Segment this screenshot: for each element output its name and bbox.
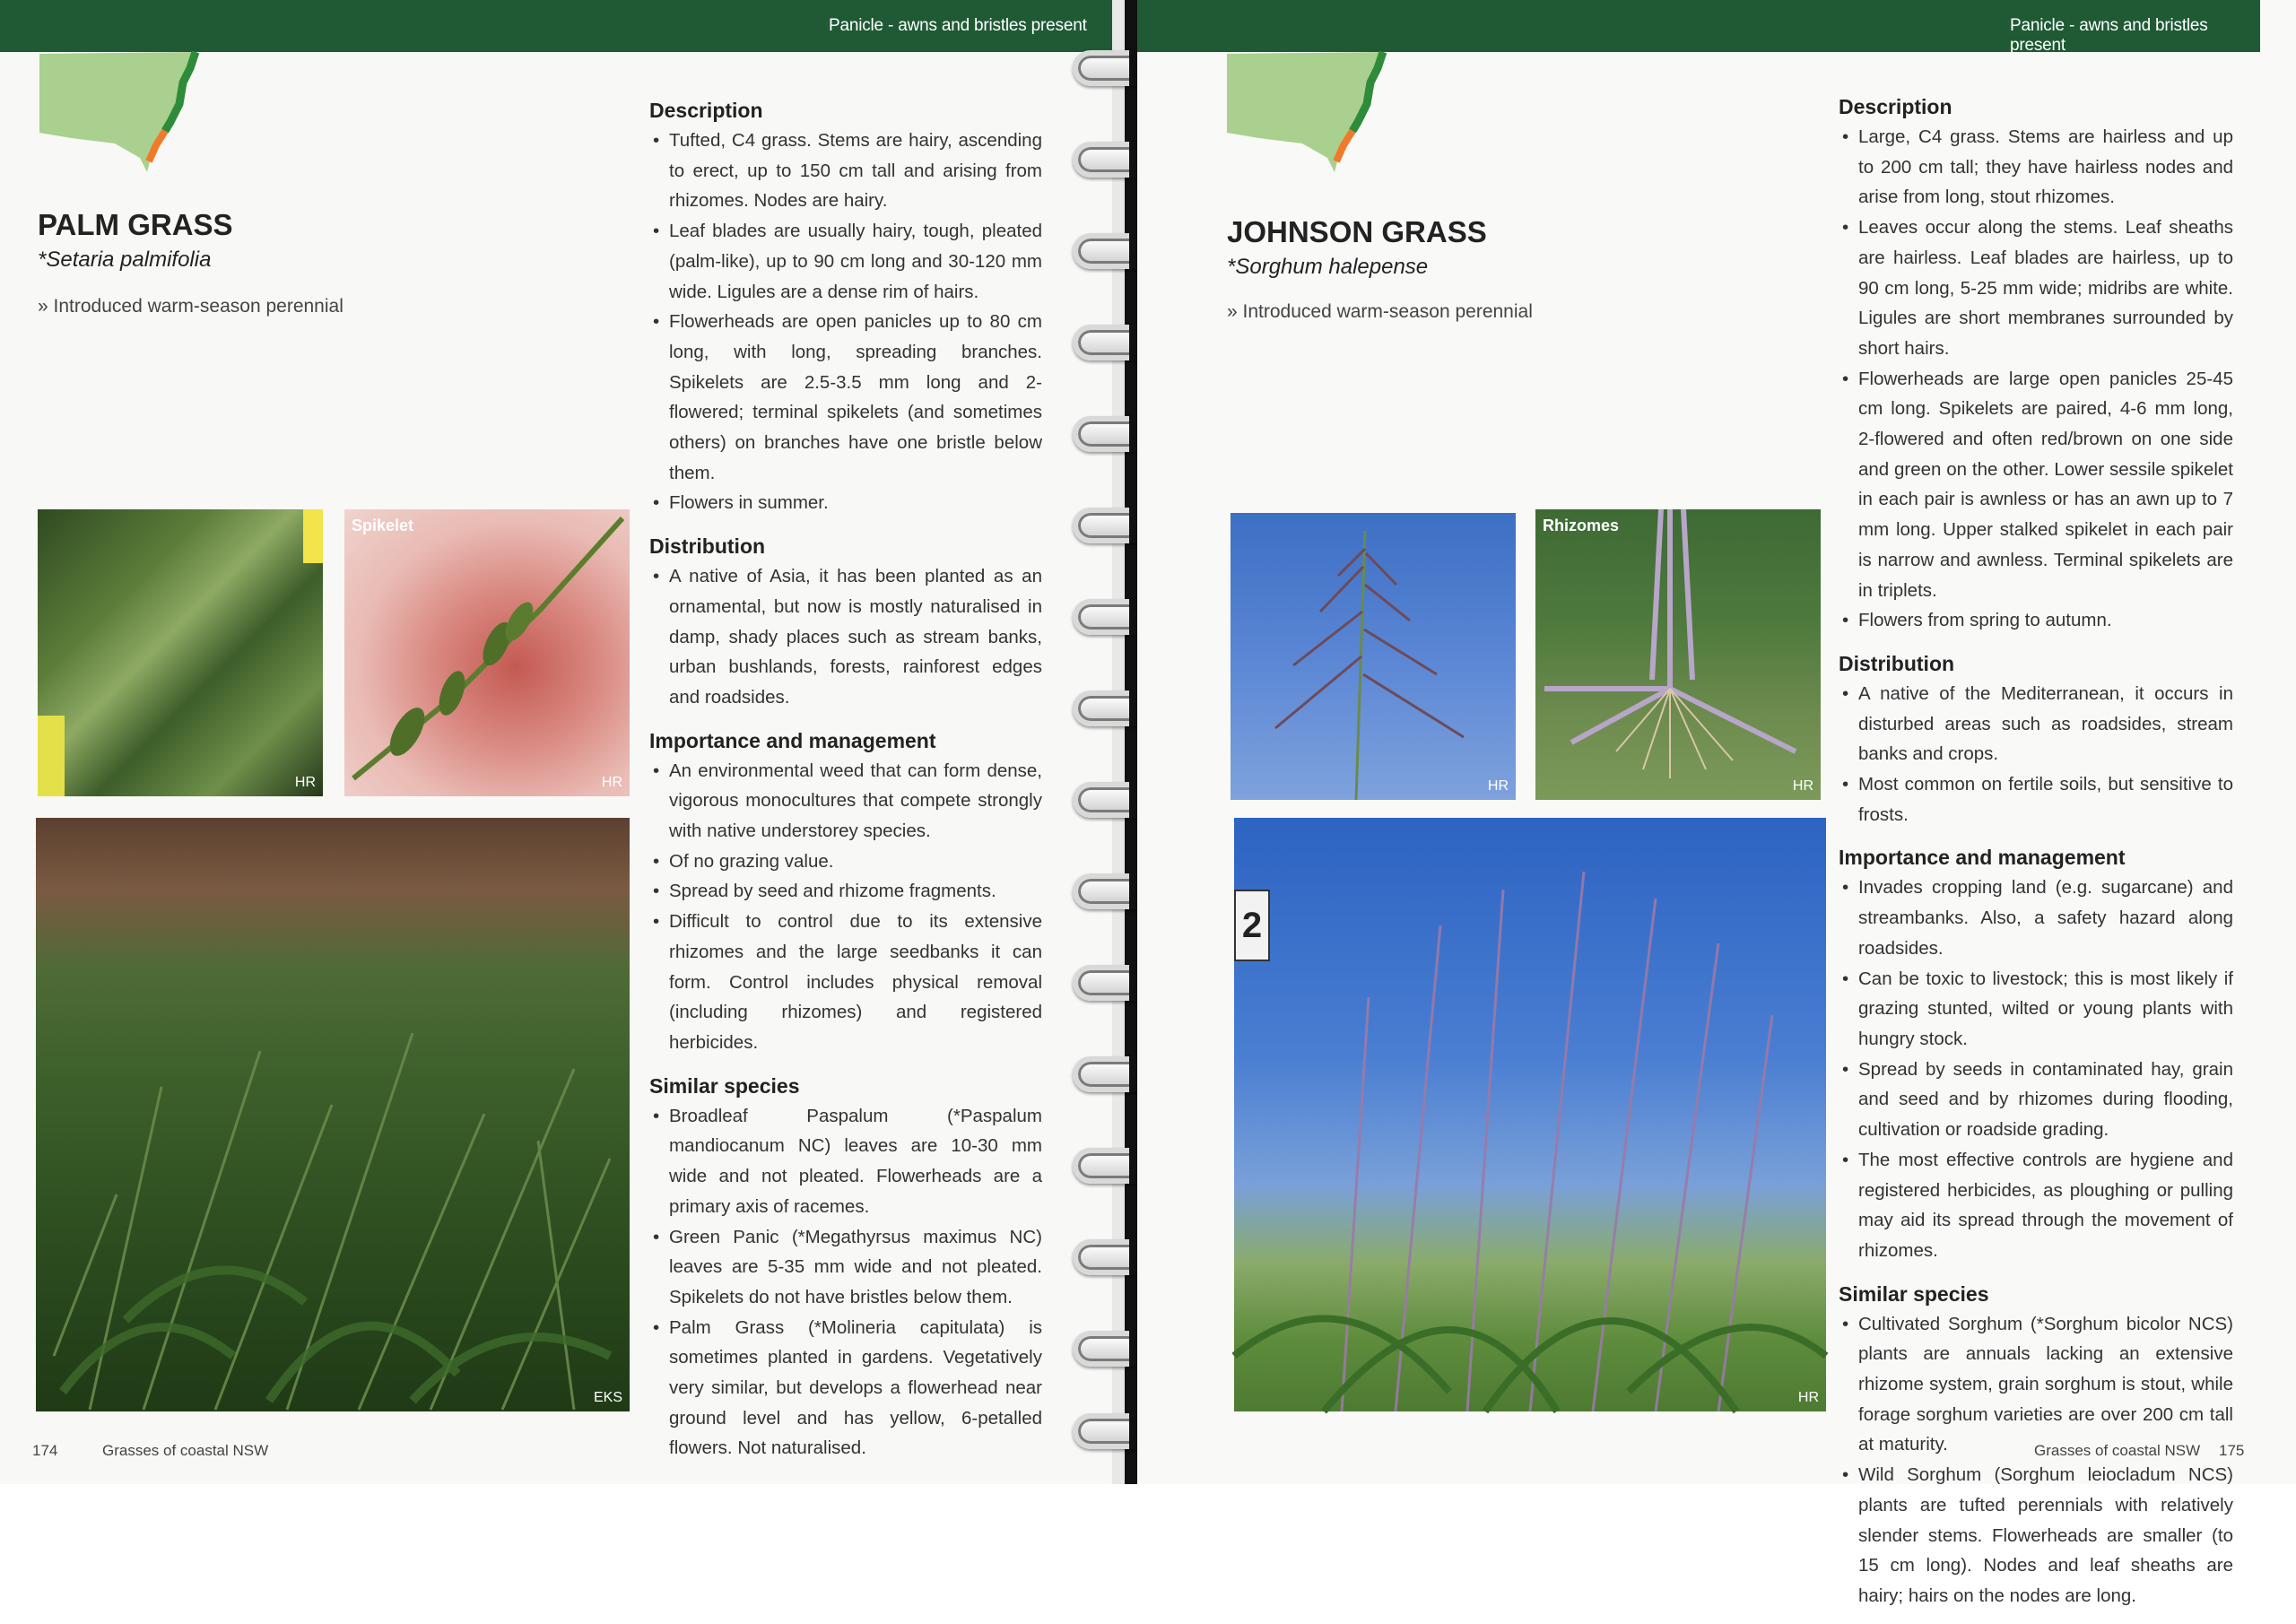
book-title: Grasses of coastal NSW [2034, 1442, 2201, 1459]
photo-credit: HR [601, 775, 622, 790]
management-list [1839, 873, 2233, 1265]
list-item: • Flowerheads are open panicles up to 80 cm long, with long, spreading branches. Spikelets are 2.5-3.5 mm long and 2-flowered; terminal spikelets (and sometimes others) on branches have one bristle below them. [649, 307, 1042, 488]
photo-label: Spikelet [352, 517, 414, 534]
leaf-photo [38, 509, 323, 796]
panicle-drawing-icon [1231, 513, 1516, 800]
page-number: 175 [2219, 1442, 2245, 1459]
text-column [649, 95, 1042, 1476]
scientific-name: *Setaria palmifolia [38, 248, 212, 272]
scientific-name: *Sorghum halepense [1227, 255, 1429, 279]
similar-species-list [649, 1101, 1042, 1463]
rhizomes-photo [1535, 509, 1821, 800]
list-item: • Flowerheads are large open panicles 25-45 cm long. Spikelets are paired, 4-6 mm long, 2-flowered and often red/brown on one side and green on the other. Lower sessile spikelet in each pair is awnless or has an awn up to 7 mm long. Upper stalked spikelet in each pair is narrow and awnless. Terminal spikelets are in triplets. [1839, 364, 2233, 606]
distribution-map-icon [36, 50, 197, 176]
photo-credit: HR [1797, 1390, 1819, 1405]
distribution-list [1839, 679, 2233, 830]
photo-credit: EKS [593, 1390, 622, 1405]
list-item: • Flowers in summer. [649, 488, 1042, 518]
list-item: • Leaves occur along the stems. Leaf sheaths are hairless. Leaf blades are hairless, up to 90 cm long, 5-25 mm wide; midribs are white. Ligules are short membranes surrounded by short hairs. [1839, 213, 2233, 364]
description-heading: Description [649, 99, 763, 122]
section-banner [1137, 0, 2260, 55]
list-item: • The most effective controls are hygiene and registered herbicides, as ploughing or pulling may aid its spread through the movement of rhizomes. [1839, 1145, 2233, 1266]
text-column [1839, 91, 2233, 1624]
photo-credit: HR [1487, 778, 1509, 794]
list-item: • A native of the Mediterranean, it occurs in disturbed areas such as roadsides, stream banks and crops. [1839, 679, 2233, 769]
photo-credit: HR [294, 775, 316, 790]
list-item: • Of no grazing value. [649, 847, 1042, 877]
list-item: • Large, C4 grass. Stems are hairless and up to 200 cm tall; they have hairless nodes and arise from long, stout rhizomes. [1839, 122, 2233, 213]
habitat-photo [36, 818, 630, 1411]
grass-drawing-icon [36, 818, 630, 1411]
distribution-heading: Distribution [649, 534, 766, 559]
list-item: • Flowers from spring to autumn. [1839, 605, 2233, 636]
species-title: JOHNSON GRASS [1227, 215, 1487, 248]
list-item: • An environmental weed that can form dense, vigorous monocultures that compete strongly with native understorey species. [649, 756, 1042, 847]
distribution-list [649, 561, 1042, 713]
spikelet-drawing-icon [344, 509, 630, 796]
list-item: • Leaf blades are usually hairy, tough, pleated (palm-like), up to 90 cm long and 30-120 mm wide. Ligules are a dense rim of hairs. [649, 216, 1042, 307]
tall-grass-drawing-icon [1234, 818, 1826, 1411]
spikelet-photo [344, 509, 630, 796]
similar-species-heading: Similar species [649, 1073, 800, 1098]
description-list [649, 126, 1042, 518]
list-item: • Invades cropping land (e.g. sugarcane) and streambanks. Also, a safety hazard along roadsides. [1839, 873, 2233, 963]
list-item: • A native of Asia, it has been planted as an ornamental, but now is mostly naturalised in damp, shady places such as stream banks, urban bushlands, forests, rainforest edges and roadsides. [649, 561, 1042, 713]
list-item: • Most common on fertile soils, but sensitive to frosts. [1839, 769, 2233, 829]
plant-tag-number: 2 [1234, 890, 1270, 961]
status-text: » Introduced warm-season perennial [1227, 301, 1533, 322]
distribution-map-icon [1223, 50, 1385, 176]
section-banner [0, 0, 1112, 52]
list-item: • Tufted, C4 grass. Stems are hairy, ascending to erect, up to 150 cm tall and arising from rhizomes. Nodes are hairy. [649, 126, 1042, 216]
similar-species-list [1839, 1309, 2233, 1611]
list-item: • Difficult to control due to its extensive rhizomes and the large seedbanks it can form. Control includes physical removal (including rhizomes) and registered herbicides. [649, 907, 1042, 1058]
distribution-heading: Distribution [1839, 651, 1955, 675]
panicle-photo [1231, 513, 1516, 800]
species-title: PALM GRASS [38, 208, 233, 241]
photo-credit: HR [1792, 778, 1813, 794]
left-page [0, 0, 1112, 1484]
management-list [649, 756, 1042, 1058]
description-list [1839, 122, 2233, 636]
page-number: 174 [32, 1442, 58, 1459]
description-heading: Description [1839, 95, 1952, 118]
list-item: • Broadleaf Paspalum (*Paspalum mandiocanum NC) leaves are 10-30 mm wide and not pleated. Flowerheads are a primary axis of racemes. [649, 1101, 1042, 1222]
status-text: » Introduced warm-season perennial [38, 296, 344, 317]
habitat-photo [1234, 818, 1826, 1411]
right-page [1137, 0, 2296, 1606]
list-item: • Spread by seed and rhizome fragments. [649, 876, 1042, 907]
list-item: • Green Panic (*Megathyrsus maximus NC) leaves are 5-35 mm wide and not pleated. Spikelets do not have bristles below them. [649, 1222, 1042, 1313]
list-item: • Can be toxic to livestock; this is most likely if grazing stunted, wilted or young plants with hungry stock. [1839, 964, 2233, 1055]
management-heading: Importance and management [1839, 846, 2126, 870]
section-banner-text: Panicle - awns and bristles present [2010, 16, 2208, 55]
book-title: Grasses of coastal NSW [102, 1442, 269, 1459]
rhizomes-drawing-icon [1535, 509, 1821, 800]
section-banner-text: Panicle - awns and bristles present [829, 16, 1087, 35]
list-item: • Spread by seeds in contaminated hay, grain and seed and by rhizomes during flooding, cultivation or roadside grading. [1839, 1055, 2233, 1145]
similar-species-heading: Similar species [1839, 1281, 1989, 1306]
photo-label: Rhizomes [1543, 517, 1620, 534]
list-item: • Cultivated Sorghum (*Sorghum bicolor NCS) plants are annuals lacking an extensive rhizome system, grain sorghum is stout, while forage sorghum varieties are over 200 cm tall at maturity. [1839, 1309, 2233, 1461]
list-item: • Wild Sorghum (Sorghum leiocladum NCS) plants are tufted perennials with relatively slender stems. Flowerheads are smaller (to 15 cm long). Nodes and leaf sheaths are hairy; hairs on the nodes are long. [1839, 1460, 2233, 1611]
management-heading: Importance and management [649, 728, 936, 752]
list-item: • Palm Grass (*Molineria capitulata) is sometimes planted in gardens. Vegetatively very similar, but develops a flowerhead near ground level and has yellow, 6-petalled flowers. Not naturalised. [649, 1313, 1042, 1464]
